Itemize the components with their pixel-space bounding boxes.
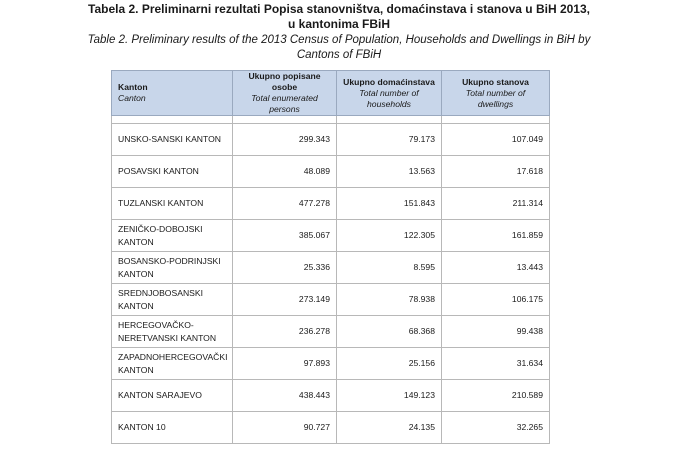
canton-name: TUZLANSKI KANTON (112, 188, 233, 220)
canton-name: BOSANSKO-PODRINJSKI KANTON (112, 252, 233, 284)
dwellings-value: 161.859 (442, 220, 550, 252)
header-sub: Total enumerated persons (251, 93, 318, 114)
canton-name: HERCEGOVAČKO-NERETVANSKI KANTON (112, 316, 233, 348)
canton-name: POSAVSKI KANTON (112, 156, 233, 188)
dwellings-value: 13.443 (442, 252, 550, 284)
canton-name: SREDNJOBOSANSKI KANTON (112, 284, 233, 316)
header-sub: Total number of dwellings (465, 87, 526, 109)
households-value: 78.938 (337, 284, 442, 316)
table-row (112, 380, 550, 412)
header-main: Ukupno stanova (462, 76, 529, 87)
persons-value: 438.443 (233, 380, 337, 412)
canton-name: KANTON 10 (112, 412, 233, 444)
header-row (112, 71, 550, 116)
households-value: 24.135 (337, 412, 442, 444)
header-dwellings (442, 71, 550, 116)
table-row (112, 220, 550, 252)
dwellings-value: 211.314 (442, 188, 550, 220)
title-english-line-1: Table 2. Preliminary results of the 2013 Census of Population, Households and Dwellings in BiH by (87, 34, 591, 46)
header-persons (233, 71, 337, 116)
canton-name: KANTON SARAJEVO (112, 380, 233, 412)
dwellings-value: 107.049 (442, 124, 550, 156)
households-value: 122.305 (337, 220, 442, 252)
canton-name: UNSKO-SANSKI KANTON (112, 124, 233, 156)
title-english-line-2: Cantons of FBiH (296, 49, 382, 61)
persons-value: 48.089 (233, 156, 337, 188)
households-value: 149.123 (337, 380, 442, 412)
table-row (112, 316, 550, 348)
table-row (112, 412, 550, 444)
households-value: 25.156 (337, 348, 442, 380)
persons-value: 477.278 (233, 188, 337, 220)
header-canton (112, 71, 233, 116)
persons-value: 385.067 (233, 220, 337, 252)
households-value: 8.595 (337, 252, 442, 284)
canton-name: ZENIČKO-DOBOJSKI KANTON (112, 220, 233, 252)
dwellings-value: 31.634 (442, 348, 550, 380)
title-bosnian-line-1: Tabela 2. Preliminarni rezultati Popisa stanovništva, domaćinstava i stanova u BiH 2013, (88, 2, 590, 16)
dwellings-value: 17.618 (442, 156, 550, 188)
table-caption (0, 2, 678, 62)
dwellings-value: 99.438 (442, 316, 550, 348)
title-bosnian-line-2: u kantonima FBiH (287, 17, 390, 31)
households-value: 151.843 (337, 188, 442, 220)
persons-value: 25.336 (233, 252, 337, 284)
dwellings-value: 210.589 (442, 380, 550, 412)
header-sub: Total number of households (359, 87, 419, 109)
spacer-row (112, 116, 550, 124)
table-row (112, 252, 550, 284)
census-table (111, 70, 550, 444)
dwellings-value: 32.265 (442, 412, 550, 444)
table-body (112, 116, 550, 444)
table-header (112, 71, 550, 116)
persons-value: 273.149 (233, 284, 337, 316)
header-households (337, 71, 442, 116)
canton-name: ZAPADNOHERCEGOVAČKI KANTON (112, 348, 233, 380)
header-sub: Canton (118, 93, 146, 103)
header-main: Ukupno popisane osobe (248, 71, 321, 92)
households-value: 68.368 (337, 316, 442, 348)
persons-value: 299.343 (233, 124, 337, 156)
table-row (112, 188, 550, 220)
persons-value: 236.278 (233, 316, 337, 348)
table-row (112, 124, 550, 156)
header-main: Ukupno domaćinstava (343, 76, 435, 87)
persons-value: 90.727 (233, 412, 337, 444)
dwellings-value: 106.175 (442, 284, 550, 316)
households-value: 13.563 (337, 156, 442, 188)
header-main: Kanton (118, 82, 148, 92)
persons-value: 97.893 (233, 348, 337, 380)
table-row (112, 284, 550, 316)
households-value: 79.173 (337, 124, 442, 156)
table-row (112, 156, 550, 188)
table-row (112, 348, 550, 380)
